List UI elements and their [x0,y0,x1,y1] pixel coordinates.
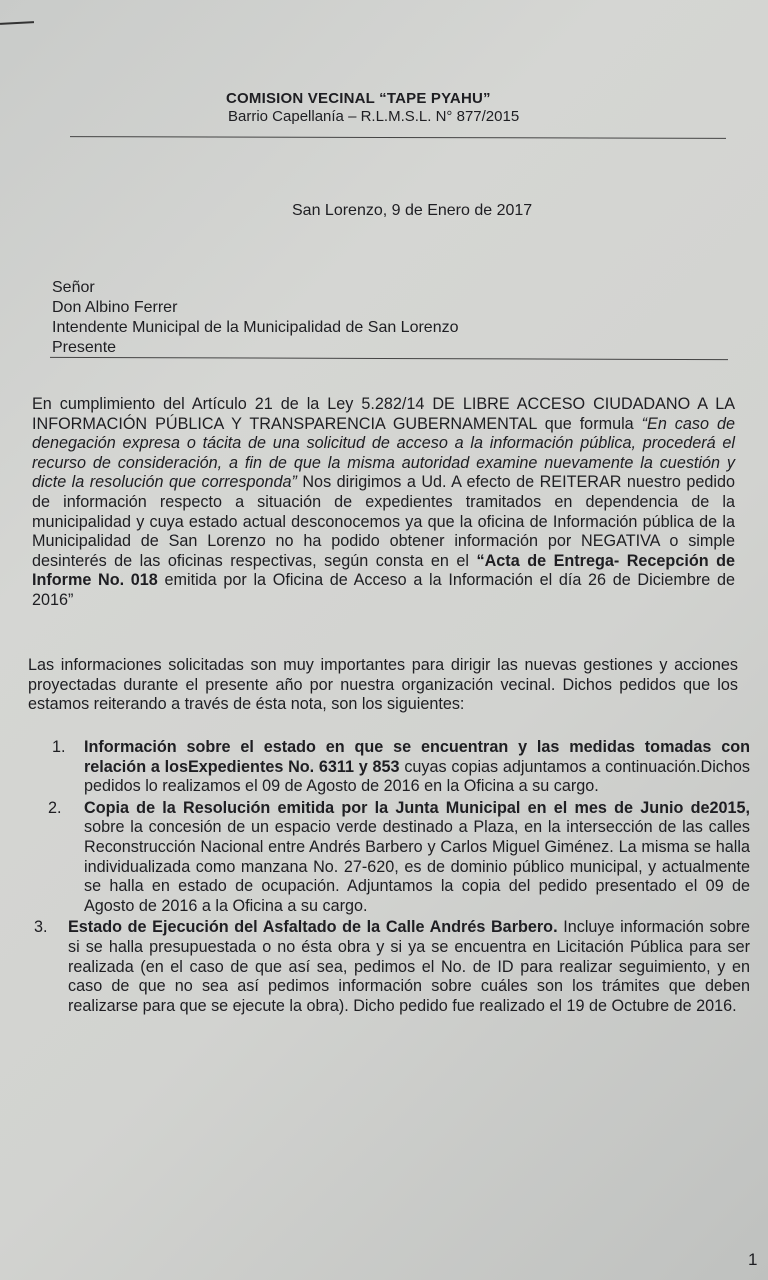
item-text: sobre la concesión de un espacio verde destinado a Plaza, en la intersección de las calles Reconstrucción Nacional entre Andrés Barbero y Carlos Miguel Giménez. La misma se halla individualizada como manzana No. 27-620, es de dominio público municipal, y actualmente se halla en estado de ocupación. Adjuntamos la copia del pedido presentado el 09 de Agosto de 2016 a la Oficina a su cargo. [84,818,750,915]
intro-text-1: En cumplimiento del Artículo 21 de la Ley 5.282/14 DE LIBRE ACCESO CIUDADANO A LA INFORMACIÓN PÚBLICA Y TRANSPARENCIA GUBERNAMENTAL que formula [32,395,735,433]
addressee-title: Intendente Municipal de la Municipalidad de San Lorenzo [52,319,459,336]
intro-paragraph [32,395,735,611]
item-heading: Información sobre el estado en que se encuentran y las medidas tomadas con relación a losExpedientes No. 6311 y 853 [84,738,750,776]
list-item [28,738,750,797]
intro-text-3: emitida por la Oficina de Acceso a la Información el día 26 de Diciembre de 2016” [32,571,735,609]
item-number: 1. [52,738,66,756]
addressee-divider [50,357,728,360]
intro-text-2: Nos dirigimos a Ud. A efecto de REITERAR nuestro pedido de información respecto a situación de expedientes tramitados en dependencia de la municipalidad y cuya estado actual desconocemos ya que la oficina de Información pública de la Municipalidad de San Lorenzo no ha podido obtener información por NEGATIVA o simple desinterés de las oficinas respectivas, según consta en el [32,473,736,570]
letterhead-subtitle: Barrio Capellanía – R.L.M.S.L. N° 877/2015 [228,108,520,125]
addressee-name: Don Albino Ferrer [52,299,178,316]
addressee-block [52,278,459,358]
letterhead-divider [70,136,726,139]
pen-mark [0,21,34,25]
page-number: 1 [748,1250,758,1269]
acta-reference: “Acta de Entrega- Recepción de Informe No. 018 [32,551,735,590]
letterhead [226,90,519,126]
item-text: Incluye información sobre si se halla presupuestada o no ésta obra y si ya se encuentra en Licitación Pública para ser realizada (en el caso de que así sea, pedimos el No. de ID para realizar seguimiento, y en caso de que no sea así pedimos información sobre cuáles son los trámites que deben realizarse para que se ejecute la obra). Dicho pedido fue realizado el 19 de Octubre de 2016. [68,918,750,1015]
list-item [28,799,750,917]
list-item [28,918,750,1016]
letterhead-title: COMISION VECINAL “TAPE PYAHU” [226,90,491,107]
item-text: cuyas copias adjuntamos a continuación.Dichos pedidos lo realizamos el 09 de Agosto de 2016 en la Oficina a su cargo. [84,757,750,796]
addressee-presente: Presente [52,339,117,356]
item-number: 2. [48,798,62,817]
letter-date: San Lorenzo, 9 de Enero de 2017 [292,202,533,219]
request-intro-paragraph: Las informaciones solicitadas son muy importantes para dirigir las nuevas gestiones y acciones proyectadas durante el presente año por nuestra organización vecinal. Dichos pedidos que los estamos reiterando a través de ésta nota, son los siguientes: [28,656,738,714]
law-quote: “En caso de denegación expresa o tácita de una solicitud de acceso a la información pública, procederá el recurso de consideración, a fin de que la misma autoridad examine nuevamente la cuestión y dicte la resolución que corresponda” [32,414,735,492]
item-number: 3. [34,918,48,937]
item-heading: Estado de Ejecución del Asfaltado de la Calle Andrés Barbero. [68,918,558,937]
item-heading: Copia de la Resolución emitida por la Junta Municipal en el mes de Junio de2015, [84,798,750,817]
request-list [28,738,750,1018]
addressee-salutation: Señor [52,279,95,296]
